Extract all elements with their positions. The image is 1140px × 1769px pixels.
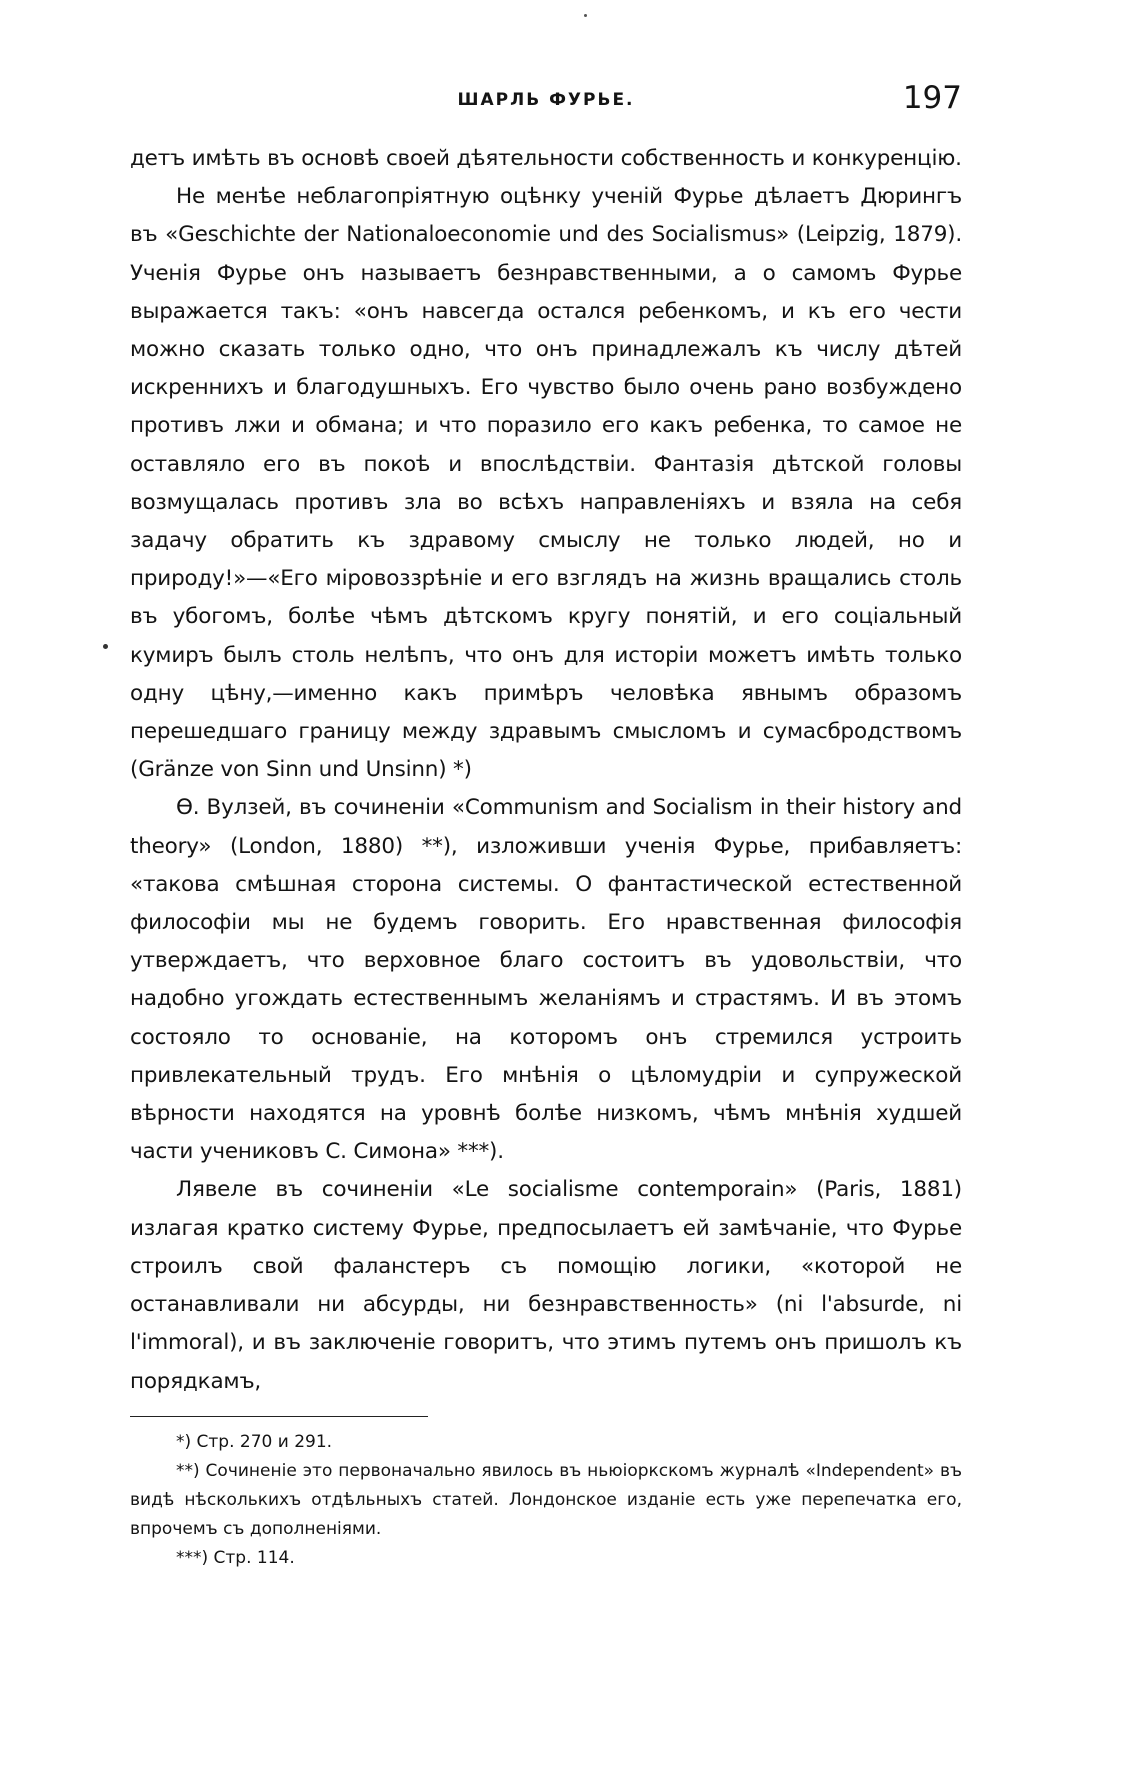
footnote-3: ***) Стр. 114. <box>176 1548 295 1568</box>
paragraph-woolsey: Ѳ. Вулзей, въ сочиненіи «Communism and Socialism in their history and theory» (London, 1880) **), изложивши ученія Фурье, прибавляетъ: «такова смѣшная сторона системы. О фантастической естественной философіи мы не будемъ говорить. Его нравственная философія утверждаетъ, что верховное благо состоитъ въ удовольствіи, что надобно угождать естественнымъ желаніямъ и страстямъ. И въ этомъ состояло то основаніе, на которомъ онъ стремился устроить привлекательный трудъ. Его мнѣнія о цѣломудріи и супружеской вѣрности находятся на уровнѣ болѣе низкомъ, чѣмъ мнѣнія худшей части учениковъ С. Симона» ***). <box>130 795 962 1165</box>
page-header <box>130 78 962 118</box>
paragraph-continuation: детъ имѣть въ основѣ своей дѣятельности собственность и конкуренцію. <box>130 146 962 171</box>
paragraph-duhring: Не менѣе неблагопріятную оцѣнку ученій Фурье дѣлаетъ Дюрингъ въ «Geschichte der Nationaloeconomie und des Socialismus» (Leipzig, 1879). Ученія Фурье онъ называетъ безнравственными, а о самомъ Фурье выражается такъ: «онъ навсегда остался ребенкомъ, и къ его чести можно сказать только одно, что онъ принадлежалъ къ числу дѣтей искреннихъ и благодушныхъ. Его чувство было очень рано возбуждено противъ лжи и обмана; и что поразило его какъ ребенка, то самое не оставляло его въ покоѣ и впослѣдствіи. Фантазія дѣтской головы возмущалась противъ зла во всѣхъ направленіяхъ и взяла на себя задачу обратить къ здравому смыслу не только людей, но и природу!»—«Его міровоззрѣніе и его взглядъ на жизнь вращались столь въ убогомъ, болѣе чѣмъ дѣтскомъ кругу понятій, и его соціальный кумиръ былъ столь нелѣпъ, что онъ для исторіи можетъ имѣть только одну цѣну,—именно какъ примѣръ человѣка явнымъ образомъ перешедшаго границу между здравымъ смысломъ и сумасбродствомъ (Gränze von Sinn und Unsinn) *) <box>130 184 962 783</box>
footnote-2: **) Сочиненіе это первоначально явилось въ ньюіоркскомъ журналѣ «Independent» въ видѣ нѣсколькихъ отдѣльныхъ статей. Лондонское изданіе есть уже перепечатка его, впрочемъ съ дополненіями. <box>130 1461 962 1539</box>
footnote-1: *) Стр. 270 и 291. <box>176 1432 333 1452</box>
footnote-rule <box>130 1416 428 1417</box>
page-number: 197 <box>902 80 962 116</box>
paragraph-laveleye: Лявеле въ сочиненіи «Le socialisme contemporain» (Paris, 1881) излагая кратко систему Фурье, предпосылаетъ ей замѣчаніе, что Фурье строилъ свой фаланстеръ съ помощію логики, «которой не останавливали ни абсурды, ни безнравственность» (ni l'absurde, ni l'immoral), и въ заключеніе говоритъ, что этимъ путемъ онъ пришолъ къ порядкамъ, <box>130 1177 962 1394</box>
main-text <box>130 140 962 1401</box>
running-title: ШАРЛЬ ФУРЬЕ. <box>457 90 635 110</box>
footnotes <box>130 1428 962 1573</box>
margin-speck <box>103 644 108 649</box>
print-speck <box>584 14 587 17</box>
